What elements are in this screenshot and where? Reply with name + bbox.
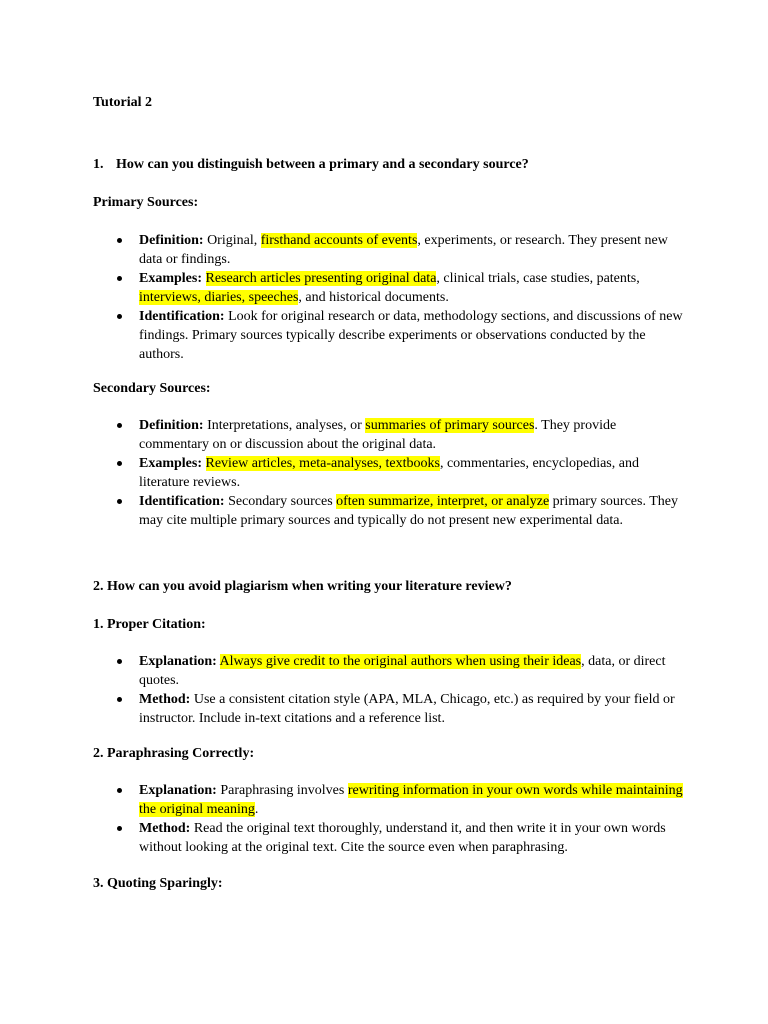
item-text: primary sources. They may cite multiple primary sources and typically do not present new experimental data.: [139, 494, 678, 528]
secondary-sources-list: [93, 416, 683, 530]
question-2-text: How can you avoid plagiarism when writing your literature review?: [107, 579, 512, 594]
item-text: Original,: [203, 233, 261, 248]
item-label: Method:: [139, 821, 191, 836]
list-item: [93, 269, 683, 307]
list-item: [93, 690, 683, 728]
item-text: , data, or direct quotes.: [139, 654, 666, 688]
list-item: [93, 781, 683, 819]
secondary-sources-heading: Secondary Sources:: [93, 381, 211, 396]
item-label: Explanation:: [139, 654, 217, 669]
item-text: .: [254, 802, 259, 817]
item-text: Read the original text thoroughly, understand it, and then write it in your own words without looking at the original text. Cite the source even when paraphrasing.: [139, 821, 666, 855]
item-label: Method:: [139, 692, 191, 707]
item-label: Identification:: [139, 494, 225, 509]
quoting-sparingly-heading: 3. Quoting Sparingly:: [93, 876, 223, 891]
highlighted-text: summaries of primary sources: [365, 418, 535, 433]
item-label: Definition:: [139, 418, 204, 433]
item-text: Use a consistent citation style (APA, MLA, Chicago, etc.) as required by your field or instructor. Include in-text citations and a reference list.: [139, 692, 675, 726]
list-item: [93, 416, 683, 454]
item-text: Look for original research or data, methodology sections, and discussions of new findings. Primary sources typically describe experiments or observations conducted by the authors.: [139, 309, 683, 362]
document-title: Tutorial 2: [93, 95, 152, 110]
paraphrasing-list: [93, 781, 683, 857]
item-text: . They provide commentary on or discussion about the original data.: [139, 418, 617, 452]
proper-citation-heading: 1. Proper Citation:: [93, 617, 206, 632]
list-item: [93, 231, 683, 269]
question-2-number: 2.: [93, 579, 104, 594]
highlighted-text: rewriting information in your own words while maintaining the original meaning: [139, 783, 683, 817]
highlighted-text: often summarize, interpret, or analyze: [336, 494, 550, 509]
paraphrasing-heading: 2. Paraphrasing Correctly:: [93, 746, 255, 761]
list-item: [93, 454, 683, 492]
question-1-text: How can you distinguish between a primary and a secondary source?: [116, 157, 529, 172]
item-label: Explanation:: [139, 783, 217, 798]
item-text: , experiments, or research. They present new data or findings.: [139, 233, 668, 267]
question-2-heading: [93, 579, 512, 595]
item-label: Identification:: [139, 309, 225, 324]
highlighted-text: Always give credit to the original authors when using their ideas: [219, 654, 582, 669]
question-1-heading: [93, 157, 529, 173]
primary-sources-heading: Primary Sources:: [93, 195, 199, 210]
item-text: , and historical documents.: [298, 290, 449, 305]
item-text: Paraphrasing involves: [216, 783, 348, 798]
highlighted-text: Research articles presenting original data: [205, 271, 437, 286]
list-item: [93, 307, 683, 364]
highlighted-text: firsthand accounts of events: [260, 233, 418, 248]
item-label: Examples:: [139, 456, 202, 471]
item-text: , commentaries, encyclopedias, and literature reviews.: [139, 456, 639, 490]
highlighted-text: interviews, diaries, speeches: [139, 290, 299, 305]
item-text: Secondary sources: [224, 494, 337, 509]
item-label: Examples:: [139, 271, 202, 286]
item-text: [202, 456, 206, 471]
item-text: Interpretations, analyses, or: [203, 418, 366, 433]
list-item: [93, 652, 683, 690]
highlighted-text: Review articles, meta-analyses, textbooks: [205, 456, 440, 471]
list-item: [93, 819, 683, 857]
question-1-number: 1.: [93, 157, 104, 172]
item-label: Definition:: [139, 233, 204, 248]
item-text: , clinical trials, case studies, patents,: [436, 271, 640, 286]
proper-citation-list: [93, 652, 683, 728]
primary-sources-list: [93, 231, 683, 364]
list-item: [93, 492, 683, 530]
item-text: [202, 271, 206, 286]
